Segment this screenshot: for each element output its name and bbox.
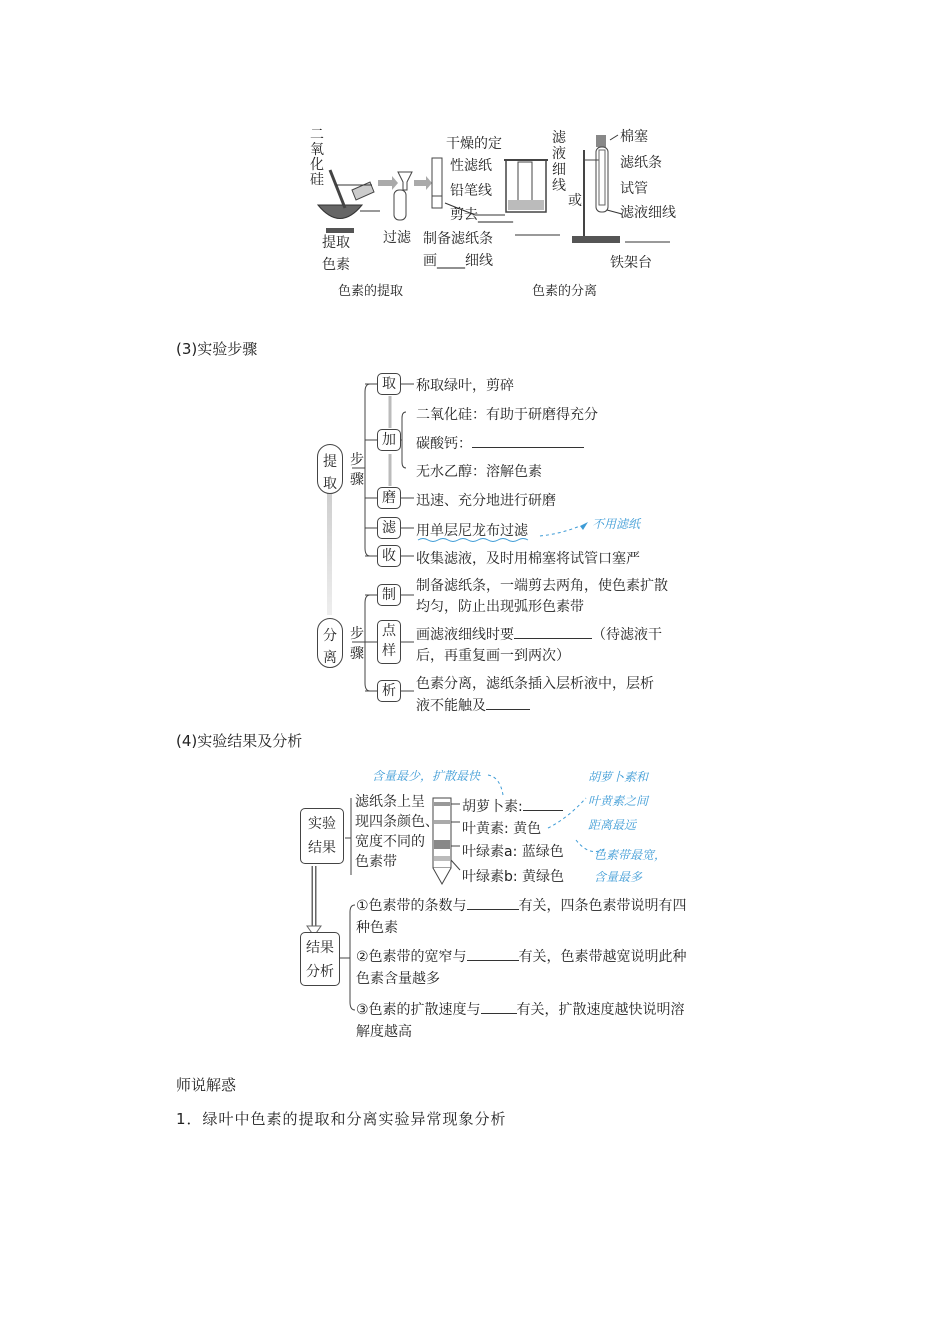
result-description: 滤纸条上呈 现四条颜色、 宽度不同的 色素带 xyxy=(355,794,439,870)
band-chlorophyll-b: 叶绿素b: 黄绿色 xyxy=(462,869,565,885)
note-least-fastest: 含量最少，扩散最快 xyxy=(372,769,481,783)
step-text-zhi: 制备滤纸条，一端剪去两角，使色素扩散 均匀，防止出现弧形色素带 xyxy=(416,578,668,615)
pencil-line-label: 铅笔线 xyxy=(450,183,492,199)
band-chlorophyll-a: 叶绿素a: 蓝绿色 xyxy=(462,844,564,860)
iron-stand-label: 铁架台 xyxy=(610,255,652,271)
step-text-xi: 色素分离，滤纸条插入层析液中，层析 液不能触及 xyxy=(416,676,654,714)
cut-off-label: 剪去_____ xyxy=(450,207,513,223)
step-text-qu: 称取绿叶，剪碎 xyxy=(416,378,514,394)
note-farthest-distance: 胡萝卜素和 叶黄素之间 距离最远 xyxy=(588,770,649,832)
test-tube-label: 试管 xyxy=(620,181,648,197)
separate-oval: 分 离 xyxy=(317,618,343,668)
step-text-lv: 用单层尼龙布过滤 xyxy=(416,523,528,539)
step-text-jia-1: 二氧化硅：有助于研磨得充分 xyxy=(416,407,598,423)
silica-label: 二 氧 化 硅 xyxy=(310,127,324,188)
section3-heading: (3)实验步骤 xyxy=(176,340,258,358)
analysis-item-3: ③色素的扩散速度与 有关，扩散速度越快说明溶 解度越高 xyxy=(356,999,685,1043)
step-box-jia: 加 xyxy=(377,429,401,451)
analysis-item-1: ①色素带的条数与 有关，四条色素带说明有四 种色素 xyxy=(356,895,687,939)
filtrate-line-label: 滤液细线 xyxy=(620,205,676,221)
note-widest-most: 色素带最宽， 含量最多 xyxy=(594,848,667,884)
analysis-box: 结果 分析 xyxy=(300,932,340,986)
step-box-zhi: 制 xyxy=(377,584,401,606)
step-text-jia-2: 碳酸钙： xyxy=(416,433,584,453)
section4-heading: (4)实验结果及分析 xyxy=(176,732,303,750)
analysis-item-2: ②色素带的宽窄与 有关，色素带越宽说明此种 色素含量越多 xyxy=(356,946,687,990)
teacher-item-1: 1．绿叶中色素的提取和分离实验异常现象分析 xyxy=(176,1110,507,1128)
step-text-dianyang: 画滤液细线时要 （待滤液干 后，再重复画一到两次） xyxy=(416,624,662,667)
step-box-shou: 收 xyxy=(377,545,401,567)
step-box-xi: 析 xyxy=(377,680,401,702)
extract-oval: 提 取 xyxy=(317,444,343,494)
cotton-plug-label: 棉塞 xyxy=(620,129,648,145)
extract-step-label: 步 骤 xyxy=(350,452,364,488)
prepare-strip-label: 制备滤纸条 画____细线 xyxy=(423,231,493,269)
step-box-dianyang: 点 样 xyxy=(377,620,401,664)
filtrate-line-vert-label: 滤 液 细 线 xyxy=(552,130,566,194)
dry-paper-label: 干燥的定 性滤纸 xyxy=(446,136,502,174)
band-xanthophyll: 叶黄素: 黄色 xyxy=(462,821,542,837)
step-box-lv: 滤 xyxy=(377,517,401,539)
filter-strip-label: 滤纸条 xyxy=(620,155,662,171)
or-label: 或 xyxy=(568,193,582,209)
step-text-jia-3: 无水乙醇：溶解色素 xyxy=(416,464,542,480)
band-carotene: 胡萝卜素: xyxy=(462,796,563,816)
caption-extract: 色素的提取 xyxy=(338,284,404,299)
step-text-shou: 收集滤液，及时用棉塞将试管口塞严 xyxy=(416,551,640,567)
teacher-heading: 师说解惑 xyxy=(176,1076,237,1094)
step-box-qu: 取 xyxy=(377,373,401,395)
separate-step-label: 步 骤 xyxy=(350,626,364,662)
step-text-mo: 迅速、充分地进行研磨 xyxy=(416,493,556,509)
note-no-filter-paper: 不用滤纸 xyxy=(592,517,641,531)
filter-label: 过滤 xyxy=(383,230,411,246)
caption-separate: 色素的分离 xyxy=(532,284,598,299)
result-box: 实验 结果 xyxy=(300,808,344,864)
extract-label: 提取 色素 xyxy=(322,235,350,273)
step-box-mo: 磨 xyxy=(377,487,401,509)
